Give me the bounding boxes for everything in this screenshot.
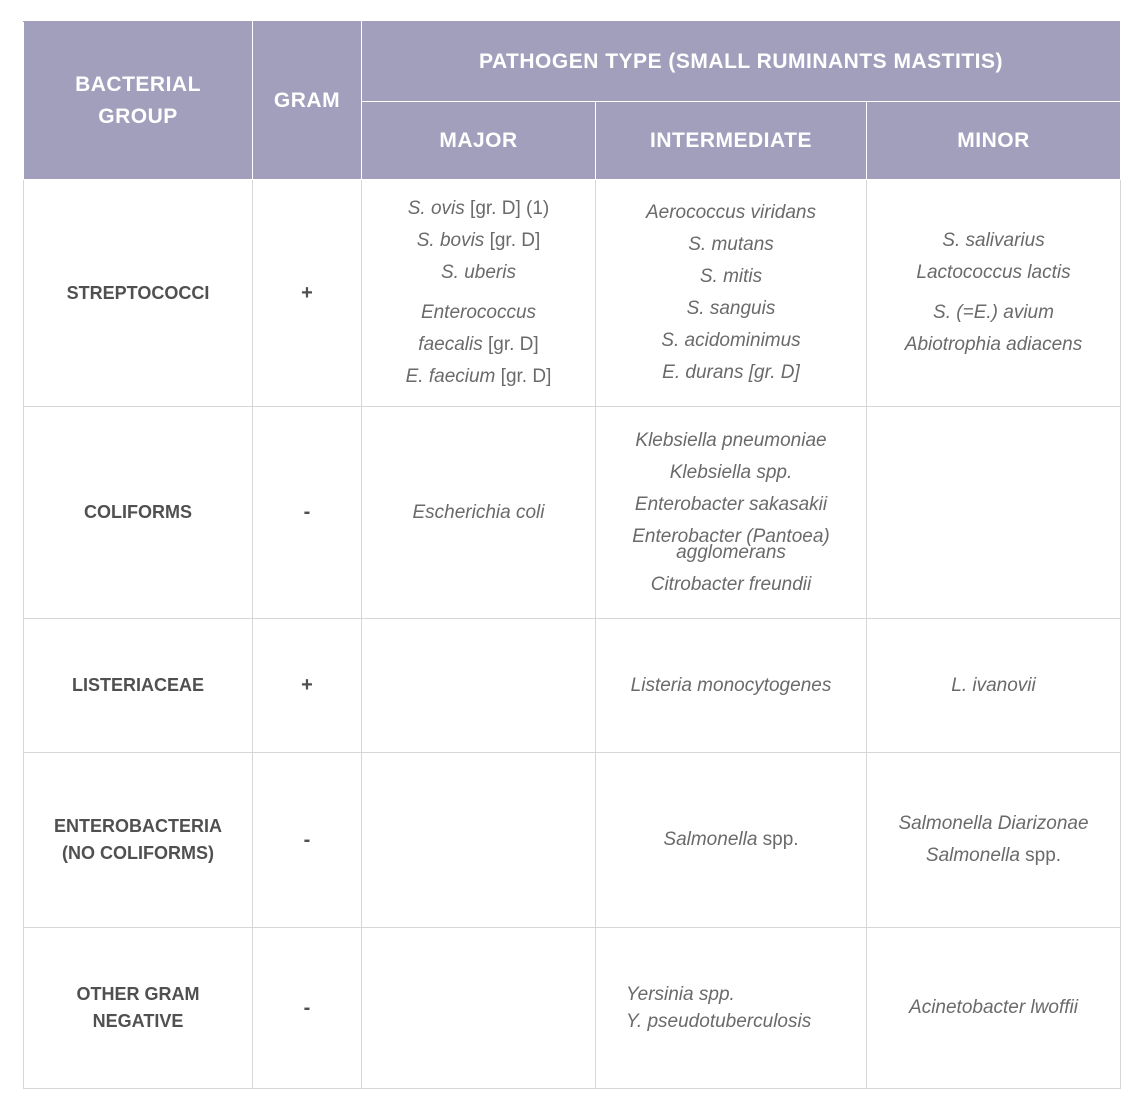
species-text: Escherichia coli <box>412 501 545 523</box>
species-line <box>368 361 589 393</box>
species-text: S. bovis <box>416 230 485 251</box>
species-text: spp. <box>1019 845 1062 866</box>
species-text: S. (=E.) avium <box>933 302 1054 323</box>
species-text: agglomerans <box>676 541 786 563</box>
table-row <box>24 753 1121 928</box>
species-text: Enterococcus <box>420 302 537 323</box>
species-line <box>602 425 860 457</box>
species-text: Salmonella <box>663 829 758 850</box>
species-line <box>873 808 1114 840</box>
species-text: Klebsiella spp. <box>669 461 793 483</box>
species-text: [gr. D] <box>495 366 552 387</box>
table-row <box>24 928 1121 1089</box>
bacterial-group-cell: ENTEROBACTERIA (NO COLIFORMS) <box>24 753 253 928</box>
major-pathogens-cell <box>362 619 596 753</box>
species-line <box>368 297 589 329</box>
species-text: faecalis <box>418 334 483 355</box>
gram-cell: + <box>253 619 362 753</box>
species-line <box>602 541 860 563</box>
major-pathogens-cell <box>362 753 596 928</box>
species-line <box>873 329 1114 361</box>
intermediate-pathogens-cell <box>596 619 867 753</box>
minor-pathogens-cell <box>867 619 1121 753</box>
gram-cell: - <box>253 753 362 928</box>
header-gram: GRAM <box>253 22 362 180</box>
species-line <box>368 257 589 289</box>
species-line <box>602 293 860 325</box>
species-text: Citrobacter freundii <box>650 573 812 595</box>
intermediate-pathogens-cell <box>596 180 867 407</box>
species-line <box>626 1008 860 1035</box>
species-line <box>873 840 1114 872</box>
species-line <box>873 992 1114 1024</box>
species-line <box>602 229 860 261</box>
species-line <box>368 193 589 225</box>
species-line <box>602 325 860 357</box>
species-text: Yersinia spp. <box>626 984 735 1005</box>
species-line <box>602 489 860 521</box>
species-text: S. salivarius <box>942 230 1045 251</box>
bacterial-group-cell: COLIFORMS <box>24 407 253 619</box>
gram-cell: - <box>253 407 362 619</box>
species-text: S. uberis <box>441 262 516 283</box>
species-text: Listeria monocytogenes <box>630 674 832 696</box>
species-line <box>602 670 860 702</box>
species-line <box>873 297 1114 329</box>
species-text: Klebsiella pneumoniae <box>635 429 827 451</box>
species-text: Abiotrophia adiacens <box>904 334 1083 355</box>
major-pathogens-cell <box>362 928 596 1089</box>
intermediate-pathogens-cell <box>596 928 867 1089</box>
bacterial-group-cell: STREPTOCOCCI <box>24 180 253 407</box>
table-row <box>24 407 1121 619</box>
species-text: Salmonella Diarizonae <box>898 813 1089 834</box>
major-pathogens-cell <box>362 407 596 619</box>
species-text: L. ivanovii <box>951 674 1036 696</box>
major-pathogens-cell <box>362 180 596 407</box>
species-line <box>873 257 1114 289</box>
minor-pathogens-cell <box>867 180 1121 407</box>
species-text: spp. <box>757 829 799 850</box>
species-text: S. mitis <box>699 266 763 287</box>
table-row <box>24 180 1121 407</box>
header-minor: MINOR <box>867 102 1121 180</box>
species-text: Salmonella <box>925 845 1020 866</box>
species-text: S. acidominimus <box>661 330 801 351</box>
intermediate-pathogens-cell <box>596 753 867 928</box>
header-intermediate: INTERMEDIATE <box>596 102 867 180</box>
species-text: S. sanguis <box>686 298 776 319</box>
species-text: S. ovis <box>407 198 465 219</box>
bacterial-group-cell: OTHER GRAM NEGATIVE <box>24 928 253 1089</box>
pathogen-table <box>23 21 1121 1089</box>
species-text: E. durans [gr. D] <box>662 362 800 383</box>
intermediate-pathogens-cell <box>596 407 867 619</box>
species-text: E. faecium <box>405 366 496 387</box>
species-line <box>626 981 860 1008</box>
species-line <box>602 824 860 856</box>
species-line <box>368 225 589 257</box>
species-line <box>602 357 860 389</box>
species-text: S. mutans <box>688 234 774 255</box>
species-line <box>873 225 1114 257</box>
header-major: MAJOR <box>362 102 596 180</box>
species-text: Enterobacter sakasakii <box>634 493 828 515</box>
species-line <box>368 497 589 529</box>
species-line <box>368 329 589 361</box>
header-bacterial-group: BACTERIAL GROUP <box>24 22 253 180</box>
species-text: Y. pseudotuberculosis <box>626 1011 812 1032</box>
species-text: [gr. D] (1) <box>464 198 550 219</box>
minor-pathogens-cell <box>867 407 1121 619</box>
species-text: Aerococcus viridans <box>645 202 817 223</box>
species-line <box>602 457 860 489</box>
gram-cell: - <box>253 928 362 1089</box>
table-row <box>24 619 1121 753</box>
bacterial-group-cell: LISTERIACEAE <box>24 619 253 753</box>
header-pathogen-type: PATHOGEN TYPE (SMALL RUMINANTS MASTITIS) <box>362 22 1121 102</box>
minor-pathogens-cell <box>867 928 1121 1089</box>
species-text: Enterobacter (Pantoea) <box>632 525 830 547</box>
species-line <box>602 261 860 293</box>
species-line <box>602 569 860 601</box>
species-text: [gr. D] <box>482 334 539 355</box>
species-line <box>602 197 860 229</box>
gram-cell: + <box>253 180 362 407</box>
species-text: Acinetobacter lwoffii <box>909 997 1078 1018</box>
species-line <box>873 670 1114 702</box>
species-text: [gr. D] <box>484 230 541 251</box>
species-text: Lactococcus lactis <box>916 262 1071 283</box>
minor-pathogens-cell <box>867 753 1121 928</box>
